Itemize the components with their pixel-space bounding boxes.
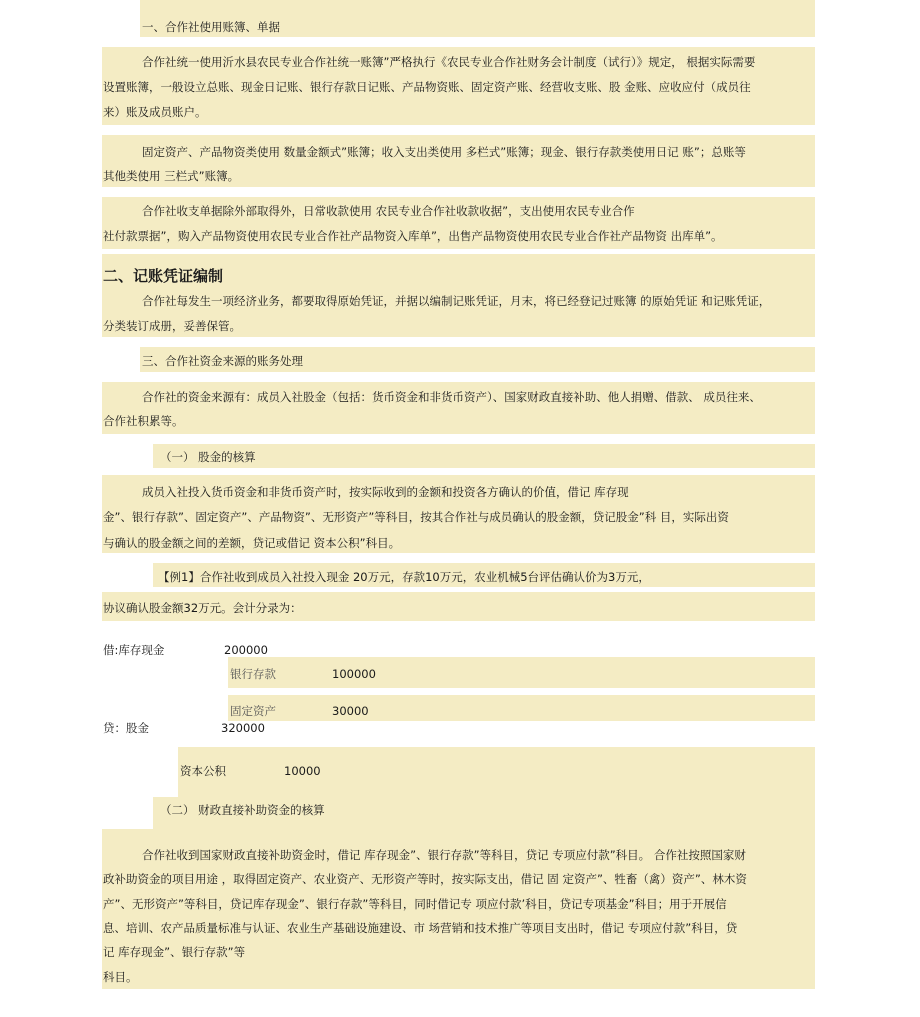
section-3-p3-line-3: 产”、无形资产”等科目，贷记库存现金”、银行存款”等科目，同时借记专 项应付款’科目，贷记专项基金”科目；用于开展信 bbox=[103, 897, 727, 911]
debit-amount: 200000 bbox=[224, 643, 268, 657]
section-1-p1-line-2: 设置账簿，一般设立总账、现金日记账、银行存款日记账、产品物资账、固定资产账、经营收支账、股 金账、应收应付（成员往 bbox=[103, 80, 751, 94]
section-2-p1-line-1: 合作社每发生一项经济业务，都要取得原始凭证，并据以编制记账凭证，月末，将已经登记过账簿 的原始凭证 和记账凭证， bbox=[142, 294, 771, 308]
section-3-p3-line-6: 科目。 bbox=[103, 970, 138, 984]
credit-amount: 320000 bbox=[221, 721, 265, 735]
section-3-p3-line-4: 息、培训、农产品质量标准与认证、农业生产基础设施建设、市 场营销和技术推广等项目支出时，借记 专项应付款”科目，贷 bbox=[103, 921, 738, 935]
example-line-1: 【例1】合作社收到成员入社投入现金 20万元，存款10万元，农业机械5台评估确认价为3万元， bbox=[158, 570, 650, 584]
section-2-heading: 二、记账凭证编制 bbox=[103, 267, 224, 285]
subsection-1-heading: （一） 股金的核算 bbox=[160, 450, 256, 464]
capital-reserve-label: 资本公积 bbox=[180, 764, 226, 778]
section-1-p3-line-1: 合作社收支单据除外部取得外，日常收款使用 农民专业合作社收款收据”，支出使用农民专业合作 bbox=[142, 204, 635, 218]
credit-label: 贷：股金 bbox=[103, 721, 149, 735]
section-3-p3-line-1: 合作社收到国家财政直接补助资金时，借记 库存现金”、银行存款”等科目，贷记 专项应付款”科目。 合作社按照国家财 bbox=[142, 848, 746, 862]
subsection-2-heading: （二） 财政直接补助资金的核算 bbox=[160, 803, 325, 817]
bank-deposit-amount: 100000 bbox=[332, 667, 376, 681]
section-3-p3-line-2: 政补助资金的项目用途 ，取得固定资产、农业资产、无形资产等时，按实际支出，借记 固 定资产”、牲畜（禽）资产”、林木资 bbox=[103, 872, 747, 886]
capital-reserve-amount: 10000 bbox=[284, 764, 321, 778]
section-3-p2-line-2: 金”、银行存款”、固定资产”、产品物资”、无形资产”等科目，按其合作社与成员确认的股金额，贷记股金”科 目，实际出资 bbox=[103, 510, 729, 524]
section-3-heading: 三、合作社资金来源的账务处理 bbox=[142, 354, 303, 368]
bank-deposit-label: 银行存款 bbox=[230, 667, 276, 681]
section-1-p3-line-2: 社付款票据”，购入产品物资使用农民专业合作社产品物资入库单”，出售产品物资使用农民专业合作社产品物资 出库单”。 bbox=[103, 229, 723, 243]
fixed-assets-label: 固定资产 bbox=[230, 704, 276, 718]
section-1-p2-line-1: 固定资产、产品物资类使用 数量金额式”账簿；收入支出类使用 多栏式”账簿；现金、银行存款类使用日记 账”；总账等 bbox=[142, 145, 746, 159]
band-14 bbox=[178, 747, 815, 797]
section-1-p2-line-2: 其他类使用 三栏式”账簿。 bbox=[103, 169, 240, 183]
debit-label: 借:库存现金 bbox=[103, 643, 165, 657]
band-12 bbox=[228, 657, 815, 688]
band-13 bbox=[228, 695, 815, 721]
example-line-2: 协议确认股金额32万元。会计分录为： bbox=[103, 601, 302, 615]
section-3-p2-line-1: 成员入社投入货币资金和非货币资产时，按实际收到的金额和投资各方确认的价值，借记 库存现 bbox=[142, 485, 629, 499]
section-3-p2-line-3: 与确认的股金额之间的差额，贷记或借记 资本公积”科目。 bbox=[103, 536, 401, 550]
section-1-p1-line-1: 合作社统一使用沂水县农民专业合作社统一账簿”严格执行《农民专业合作社财务会计制度（试行）》规定， 根据实际需要 bbox=[142, 55, 756, 69]
fixed-assets-amount: 30000 bbox=[332, 704, 369, 718]
section-3-p3-line-5: 记 库存现金”、银行存款”等 bbox=[103, 945, 246, 959]
section-3-p1-line-2: 合作社积累等。 bbox=[103, 414, 184, 428]
section-1-heading: 一、合作社使用账簿、单据 bbox=[142, 20, 280, 34]
section-2-p1-line-2: 分类装订成册，妥善保管。 bbox=[103, 319, 241, 333]
section-1-p1-line-3: 来）账及成员账户。 bbox=[103, 105, 207, 119]
section-3-p1-line-1: 合作社的资金来源有：成员入社股金（包括：货币资金和非货币资产）、国家财政直接补助、他人捐赠、借款、 成员往来、 bbox=[142, 390, 761, 404]
